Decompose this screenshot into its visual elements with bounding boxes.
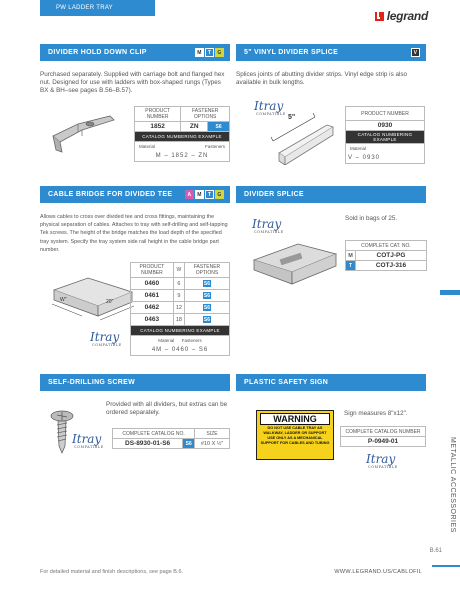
col-product-number: PRODUCT NUMBER [135, 107, 181, 122]
dimension-20: 20" [106, 299, 114, 305]
badge-t: T [205, 48, 214, 57]
logo-text: legrand [386, 9, 428, 23]
width-value: 9 [173, 290, 184, 302]
badge-a: A [185, 190, 194, 199]
fastener-cell [184, 290, 229, 302]
example-code: 4M – 0460 – S6 [131, 346, 230, 356]
screw-image [50, 410, 74, 454]
legrand-logo [375, 9, 428, 23]
section-title: SELF-DRILLING SCREW [48, 379, 135, 386]
material-badges [195, 48, 224, 57]
product-number: 0461 [131, 290, 174, 302]
itray-name: Itray [252, 217, 282, 231]
example-legend [131, 336, 230, 346]
example-code: V – 0930 [346, 154, 425, 164]
section-title: PLASTIC SAFETY SIGN [244, 379, 329, 386]
badge-m: M [195, 190, 204, 199]
vinyl-dimension: 5" [288, 114, 296, 121]
width-value: 6 [173, 278, 184, 290]
col-complete-catalog-number: COMPLETE CATALOG NUMBER [341, 427, 426, 437]
col-size: SIZE [195, 429, 230, 439]
fastener-option: S6 [208, 122, 230, 132]
table-row [341, 437, 426, 447]
badge-g: G [215, 190, 224, 199]
material-label: Material [346, 144, 425, 154]
itray-sub: COMPATIBLE [254, 230, 284, 234]
fastener-cell [184, 278, 229, 290]
sign-line: SUPPORT FOR CABLES AND TUBING [260, 441, 330, 445]
product-number: 0930 [346, 121, 425, 131]
table-row [113, 439, 230, 449]
screw-catalog-table [112, 428, 230, 449]
vinyl-splice-image [265, 113, 345, 165]
sign-catalog-table [340, 426, 426, 447]
section-title: DIVIDER HOLD DOWN CLIP [48, 49, 147, 56]
clip-catalog-table [134, 106, 230, 162]
fastener-cell [184, 302, 229, 314]
size-value: #10 X ½" [195, 439, 230, 449]
side-accent-tab [440, 290, 460, 295]
cable-bridge-header [40, 186, 230, 203]
itray-sub: COMPATIBLE [368, 465, 398, 469]
fasteners-label: Fasteners [204, 144, 225, 150]
section-title: CABLE BRIDGE FOR DIVIDED TEE [48, 191, 173, 198]
sign-title: WARNING [260, 413, 330, 425]
badge-m: M [195, 48, 204, 57]
itray-logo [252, 219, 284, 234]
sign-note: Sign measures 8"x12". [344, 410, 408, 417]
col-fastener-options: FASTENER OPTIONS [184, 263, 229, 278]
legrand-mark-icon [375, 12, 384, 21]
section-tab [40, 0, 155, 16]
numbering-example-label: CATALOG NUMBERING EXAMPLE [131, 326, 230, 336]
col-product-number: PRODUCT NUMBER [346, 107, 425, 121]
divider-splice-header [236, 186, 426, 203]
table-row [131, 314, 230, 326]
product-number: COTJ-316 [356, 261, 427, 271]
cable-bridge-catalog-table [130, 262, 230, 356]
footer-accent [432, 565, 460, 567]
fastener-option: S6 [203, 280, 211, 287]
self-drilling-screw-header [40, 374, 230, 391]
itray-name: Itray [254, 99, 284, 113]
table-row [135, 122, 230, 132]
fastener-option: S6 [203, 304, 211, 311]
numbering-example-label: CATALOG NUMBERING EXAMPLE [135, 132, 230, 142]
itray-name: Itray [90, 330, 120, 344]
badge-m: M [346, 251, 356, 261]
itray-sub: COMPATIBLE [74, 445, 104, 449]
col-complete-catalog-no: COMPLETE CATALOG NO. [113, 429, 195, 439]
warning-sign-image [256, 410, 334, 460]
table-row [131, 290, 230, 302]
fastener-option: S6 [203, 316, 211, 323]
numbering-example-label: CATALOG NUMBERING EXAMPLE [346, 131, 425, 144]
hold-down-clip-image [48, 106, 118, 156]
product-number: COTJ-PG [356, 251, 427, 261]
table-row [346, 251, 427, 261]
vinyl-splice-description: Splices joints of abutting divider strips. Vinyl edge strip is also available in bulk lengths. [236, 71, 408, 86]
badge-v: V [411, 48, 420, 57]
fastener-cell [184, 314, 229, 326]
dimension-w: W" [60, 297, 67, 303]
col-complete-cat-no: COMPLETE CAT. NO. [346, 241, 427, 251]
divider-splice-image [250, 238, 340, 288]
clip-description: Purchased separately. Supplied with carriage bolt and flanged hex nut. Designed for use with ladders with box-shaped rungs (Types BX & BH–see pages B.56–B.57). [40, 71, 225, 94]
page-number: B.61 [429, 548, 442, 554]
product-number: 1852 [135, 122, 181, 132]
material-label: Material [158, 338, 175, 344]
sign-line: WALKWAY, LADDER OR SUPPORT [263, 431, 327, 435]
section-title: 5" VINYL DIVIDER SPLICE [244, 49, 339, 56]
divider-hold-down-clip-header [40, 44, 230, 61]
side-section-label: METALLIC ACCESSORIES [449, 437, 456, 533]
badge-t: T [205, 190, 214, 199]
footer-url[interactable]: WWW.LEGRAND.US/CABLOFIL [334, 569, 422, 575]
material-badges [185, 190, 224, 199]
section-title: DIVIDER SPLICE [244, 191, 304, 198]
product-number: 0463 [131, 314, 174, 326]
itray-name: Itray [72, 432, 102, 446]
divider-splice-catalog-table [345, 240, 427, 271]
badge-g: G [215, 48, 224, 57]
sign-line: DO NOT USE CABLE TRAY AS [267, 426, 323, 430]
material-label: Material [139, 144, 156, 150]
plastic-safety-sign-header [236, 374, 426, 391]
section-tab-label: PW LADDER TRAY [56, 5, 113, 11]
table-row [346, 261, 427, 271]
footer-note: For detailed material and finish descriptions, see page B.6. [40, 569, 184, 575]
screw-description: Provided with all dividers, but extras can be ordered separately. [106, 401, 228, 416]
material-badges [411, 48, 420, 57]
product-number: P-0949-01 [341, 437, 426, 447]
badge-t: T [346, 261, 356, 271]
divider-splice-note: Sold in bags of 25. [345, 215, 398, 222]
table-row [131, 278, 230, 290]
itray-logo [72, 434, 104, 449]
example-legend [135, 142, 230, 152]
width-value: 18 [173, 314, 184, 326]
product-number: 0462 [131, 302, 174, 314]
vinyl-divider-splice-header [236, 44, 426, 61]
itray-logo [366, 454, 398, 469]
table-row [346, 121, 425, 131]
itray-logo [90, 332, 122, 347]
table-row [131, 302, 230, 314]
example-code: M – 1852 – ZN [135, 152, 230, 162]
itray-sub: COMPATIBLE [92, 343, 122, 347]
fasteners-label: Fasteners [181, 338, 202, 344]
itray-sub: COMPATIBLE [256, 112, 286, 116]
col-fastener-options: FASTENER OPTIONS [181, 107, 230, 122]
vinyl-catalog-table [345, 106, 425, 164]
product-number: DS-8930-01-S6 [113, 439, 183, 449]
product-number: 0460 [131, 278, 174, 290]
fastener-option: S6 [183, 439, 195, 449]
itray-name: Itray [366, 452, 396, 466]
fastener-option: ZN [181, 122, 208, 132]
cable-bridge-description: Allows cables to cross over divided tee and cross fittings, maintaining the physical separation of cables. Attaches to tray with self-drilling and self-tapping Tek screws. The height of the bridge matches the load depth of the specified tray system. Specify the tray system side rail height in the cable bridge part number. [40, 214, 228, 253]
col-product-number: PRODUCT NUMBER [131, 263, 174, 278]
fastener-option: S6 [203, 292, 211, 299]
width-value: 12 [173, 302, 184, 314]
sign-line: USE ONLY AS A MECHANICAL [267, 436, 323, 440]
col-w: W [173, 263, 184, 278]
sign-body [257, 426, 333, 446]
